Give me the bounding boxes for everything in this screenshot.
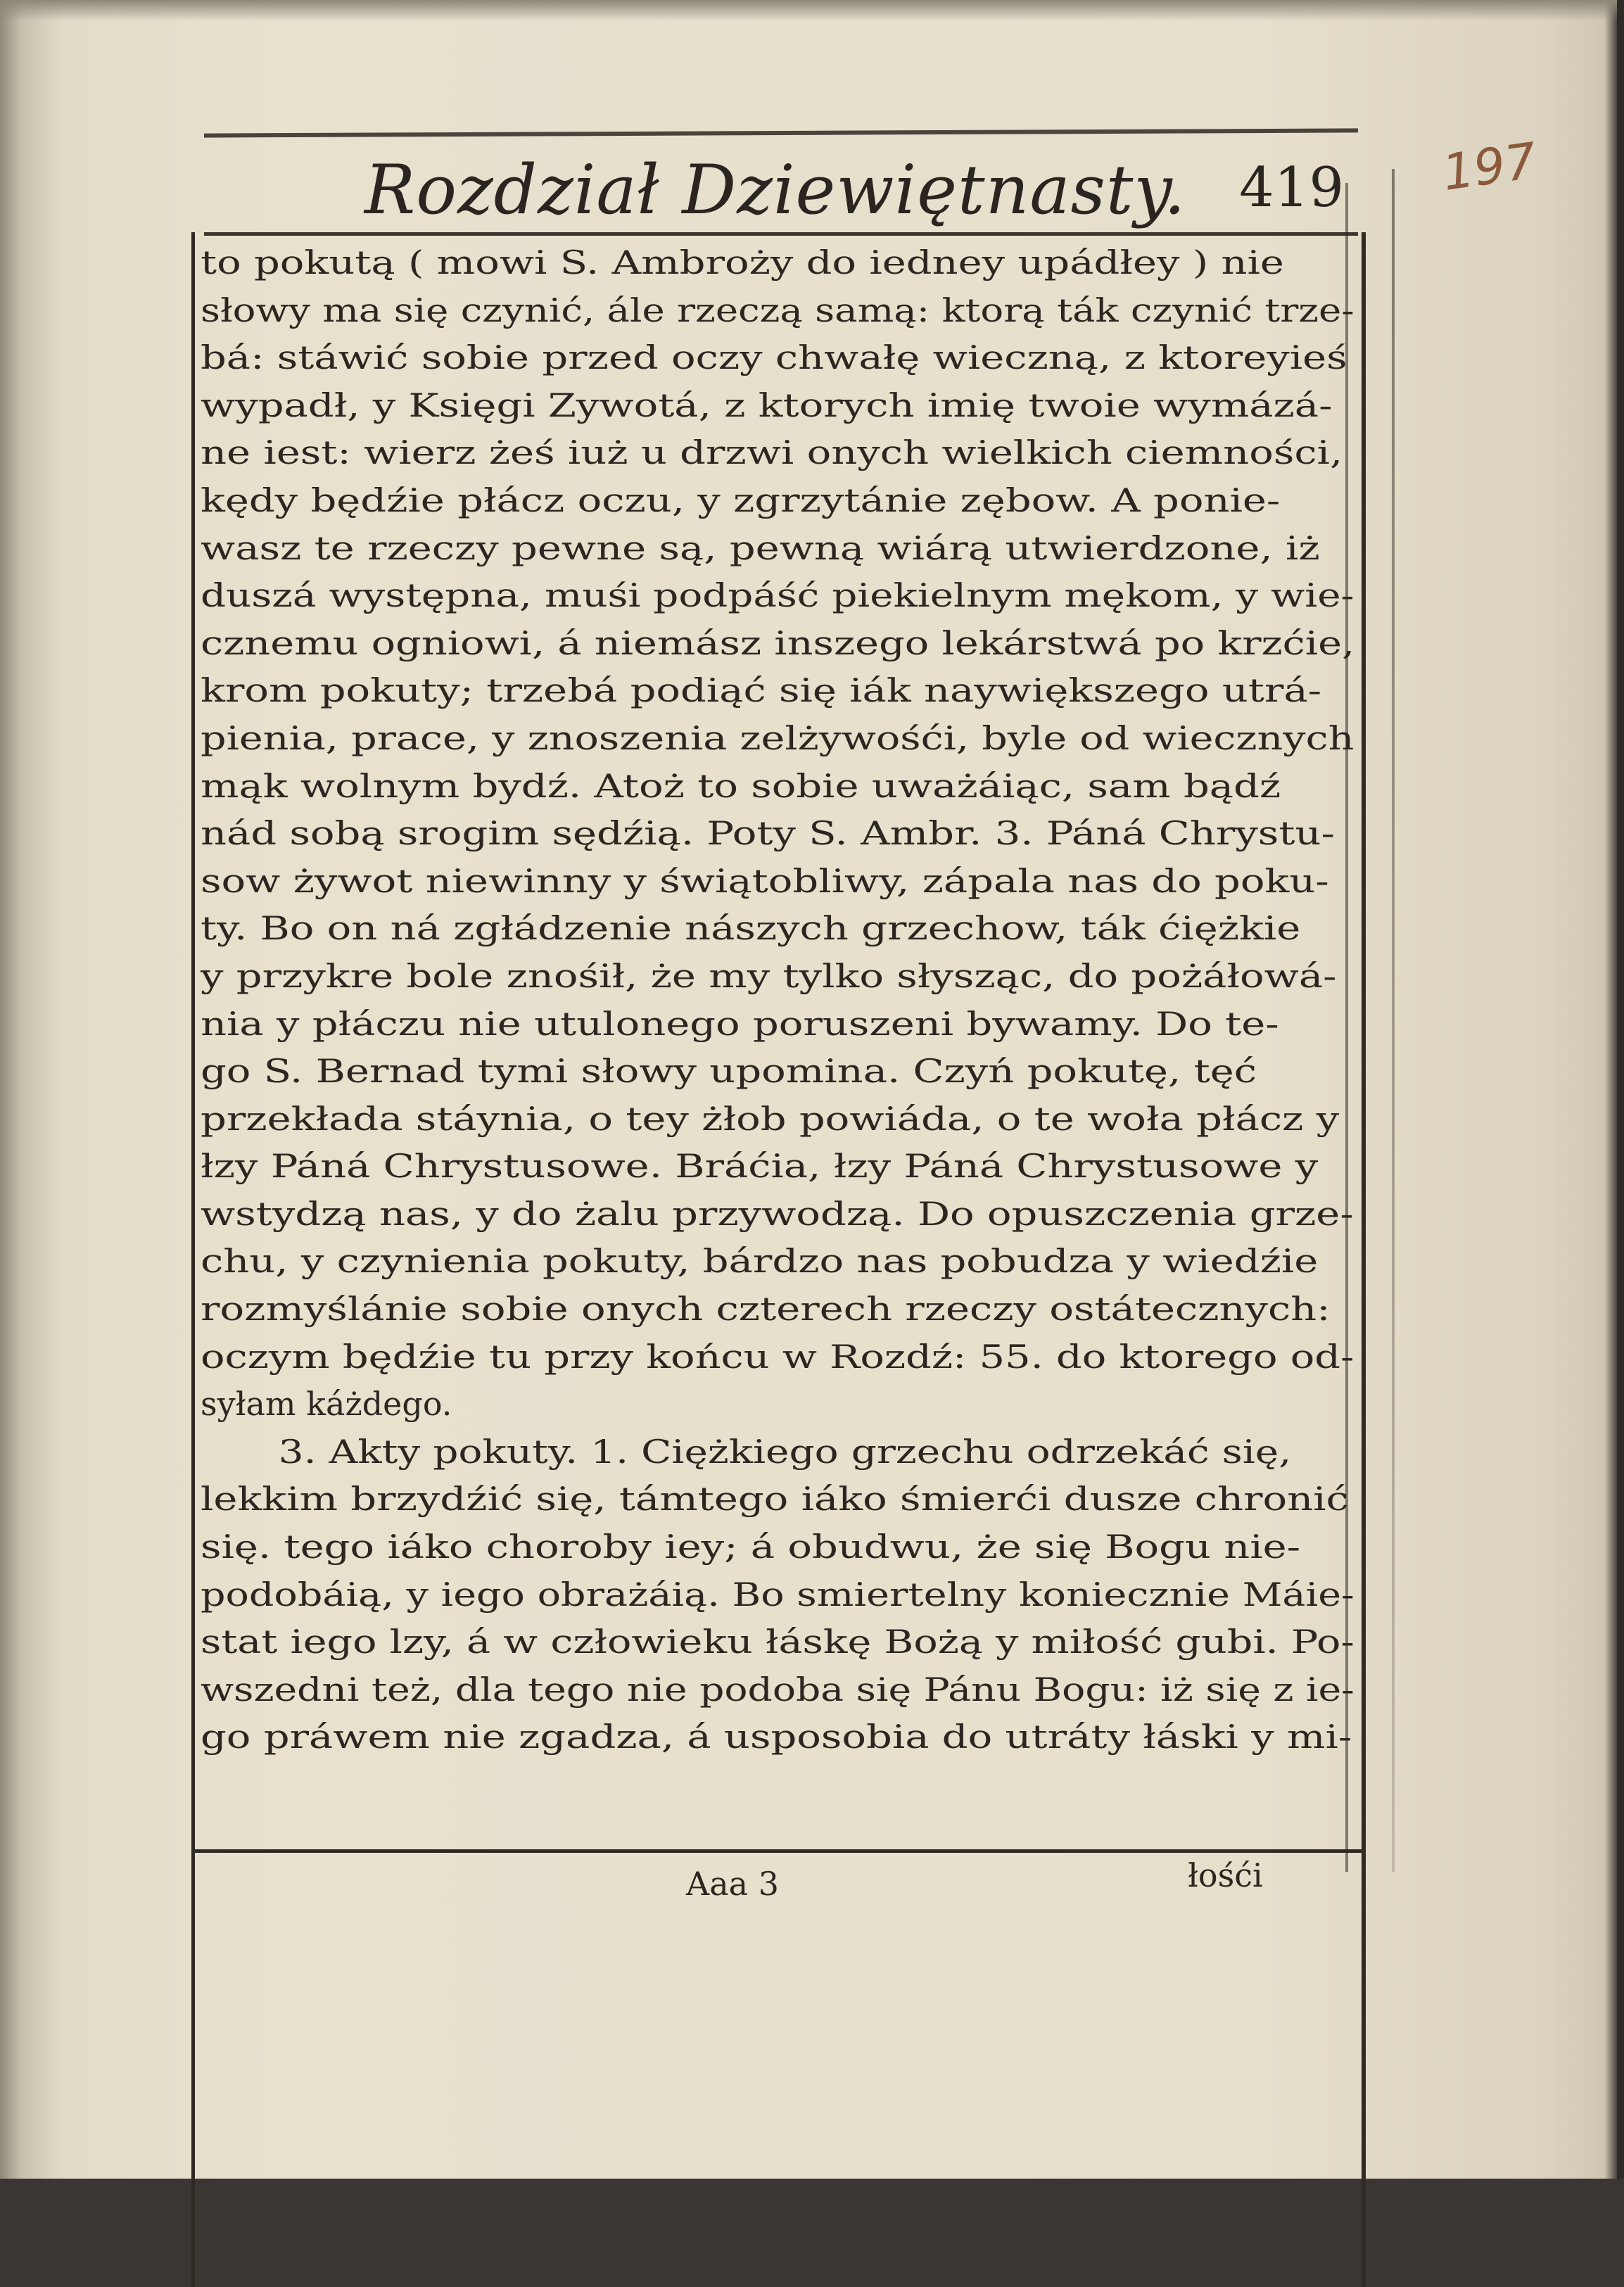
text-line: się. tego iáko choroby iey; á obudwu, że się Bogu nie- [201, 1528, 1301, 1566]
text-line: nád sobą srogim sędźią. Poty S. Ambr. 3. Páná Chrystu- [201, 814, 1335, 853]
handwritten-folio-number: 197 [1438, 132, 1540, 202]
text-line: oczym będźie tu przy końcu w Rozdź: 55. do ktorego od- [201, 1337, 1355, 1376]
text-line: kędy będźie płácz oczu, y zgrzytánie zębow. A ponie- [201, 481, 1281, 519]
text-line: stat iego lzy, á w człowieku łáskę Bożą y miłość gubi. Po- [201, 1623, 1355, 1661]
text-line: go S. Bernad tymi słowy upomina. Czyń pokutę, tęć [201, 1052, 1257, 1091]
text-line: chu, y czynienia pokuty, bárdzo nas pobudza y wiedźie [201, 1242, 1319, 1281]
text-line: 3. Akty pokuty. 1. Ciężkiego grzechu odrzekáć się, [278, 1432, 1292, 1471]
text-line: wypadł, y Księgi Zywotá, z ktorych imię twoie wymázá- [201, 386, 1333, 424]
page-edge [1617, 0, 1624, 2179]
text-line: cznemu ogniowi, á niemász inszego lekárstwá po krzćie, [201, 623, 1355, 662]
text-line: krom pokuty; trzebá podiąć się iák naywiększego utrá- [201, 671, 1322, 710]
text-line: słowy ma się czynić, ále rzeczą samą: ktorą ták czynić trze- [201, 291, 1355, 329]
text-line: duszá występna, muśi podpáść piekielnym mękom, y wie- [201, 576, 1355, 615]
catchword: łośći [1188, 1856, 1263, 1894]
text-line: to pokutą ( mowi S. Ambroży do iedney upádłey ) nie [201, 243, 1284, 281]
text-frame-bottom-rule [191, 1849, 1365, 1853]
text-line: go práwem nie zgadza, á usposobia do utráty łáski y mi- [201, 1718, 1352, 1756]
text-line: ty. Bo on ná zgłádzenie nászych grzechow, ták ćiężkie [201, 909, 1301, 948]
text-line: łzy Páná Chrystusowe. Bráćia, łzy Páná Chrystusowe y [201, 1147, 1319, 1186]
text-line: y przykre bole znośił, że my tylko słysząc, do pożáłowá- [201, 956, 1337, 995]
text-line: syłam káżdego. [201, 1385, 452, 1424]
text-line: przekłada stáynia, o tey żłob powiáda, o te woła płácz y [201, 1099, 1340, 1138]
body-text [201, 239, 1355, 1761]
text-line: bá: stáwić sobie przed oczy chwałę wieczną, z ktoreyieś [201, 338, 1347, 377]
text-line: wasz te rzeczy pewne są, pewną wiárą utwierdzone, iż [201, 528, 1320, 567]
text-line: wszedni też, dla tego nie podoba się Pánu Bogu: iż się z ie- [201, 1670, 1355, 1709]
chapter-title: Rozdział Dziewiętnasty. [364, 151, 1186, 229]
text-line: nia y płáczu nie utulonego poruszeni bywamy. Do te- [201, 1004, 1279, 1043]
text-line: pienia, prace, y znoszenia zelżywośći, byle od wiecznych [201, 718, 1355, 757]
text-line: wstydzą nas, y do żalu przywodzą. Do opuszczenia grze- [201, 1194, 1354, 1233]
text-line: podobáią, y iego obrażáią. Bo smiertelny koniecznie Máie- [201, 1575, 1355, 1614]
text-line: lekkim brzydźić się, támtego iáko śmierći dusze chronić [201, 1480, 1349, 1519]
text-line: mąk wolnym bydź. Atoż to sobie uważáiąc, sam bądź [201, 766, 1281, 805]
text-line: ne iest: wierz żeś iuż u drzwi onych wielkich ciemności, [201, 433, 1343, 472]
page-number: 419 [1239, 156, 1344, 220]
running-header [204, 135, 1358, 241]
text-line: sow żywot niewinny y świątobliwy, zápala nas do poku- [201, 861, 1329, 900]
printer-signature: Aaa 3 [686, 1865, 779, 1903]
text-line: rozmyślánie sobie onych czterech rzeczy ostátecznych: [201, 1290, 1331, 1329]
